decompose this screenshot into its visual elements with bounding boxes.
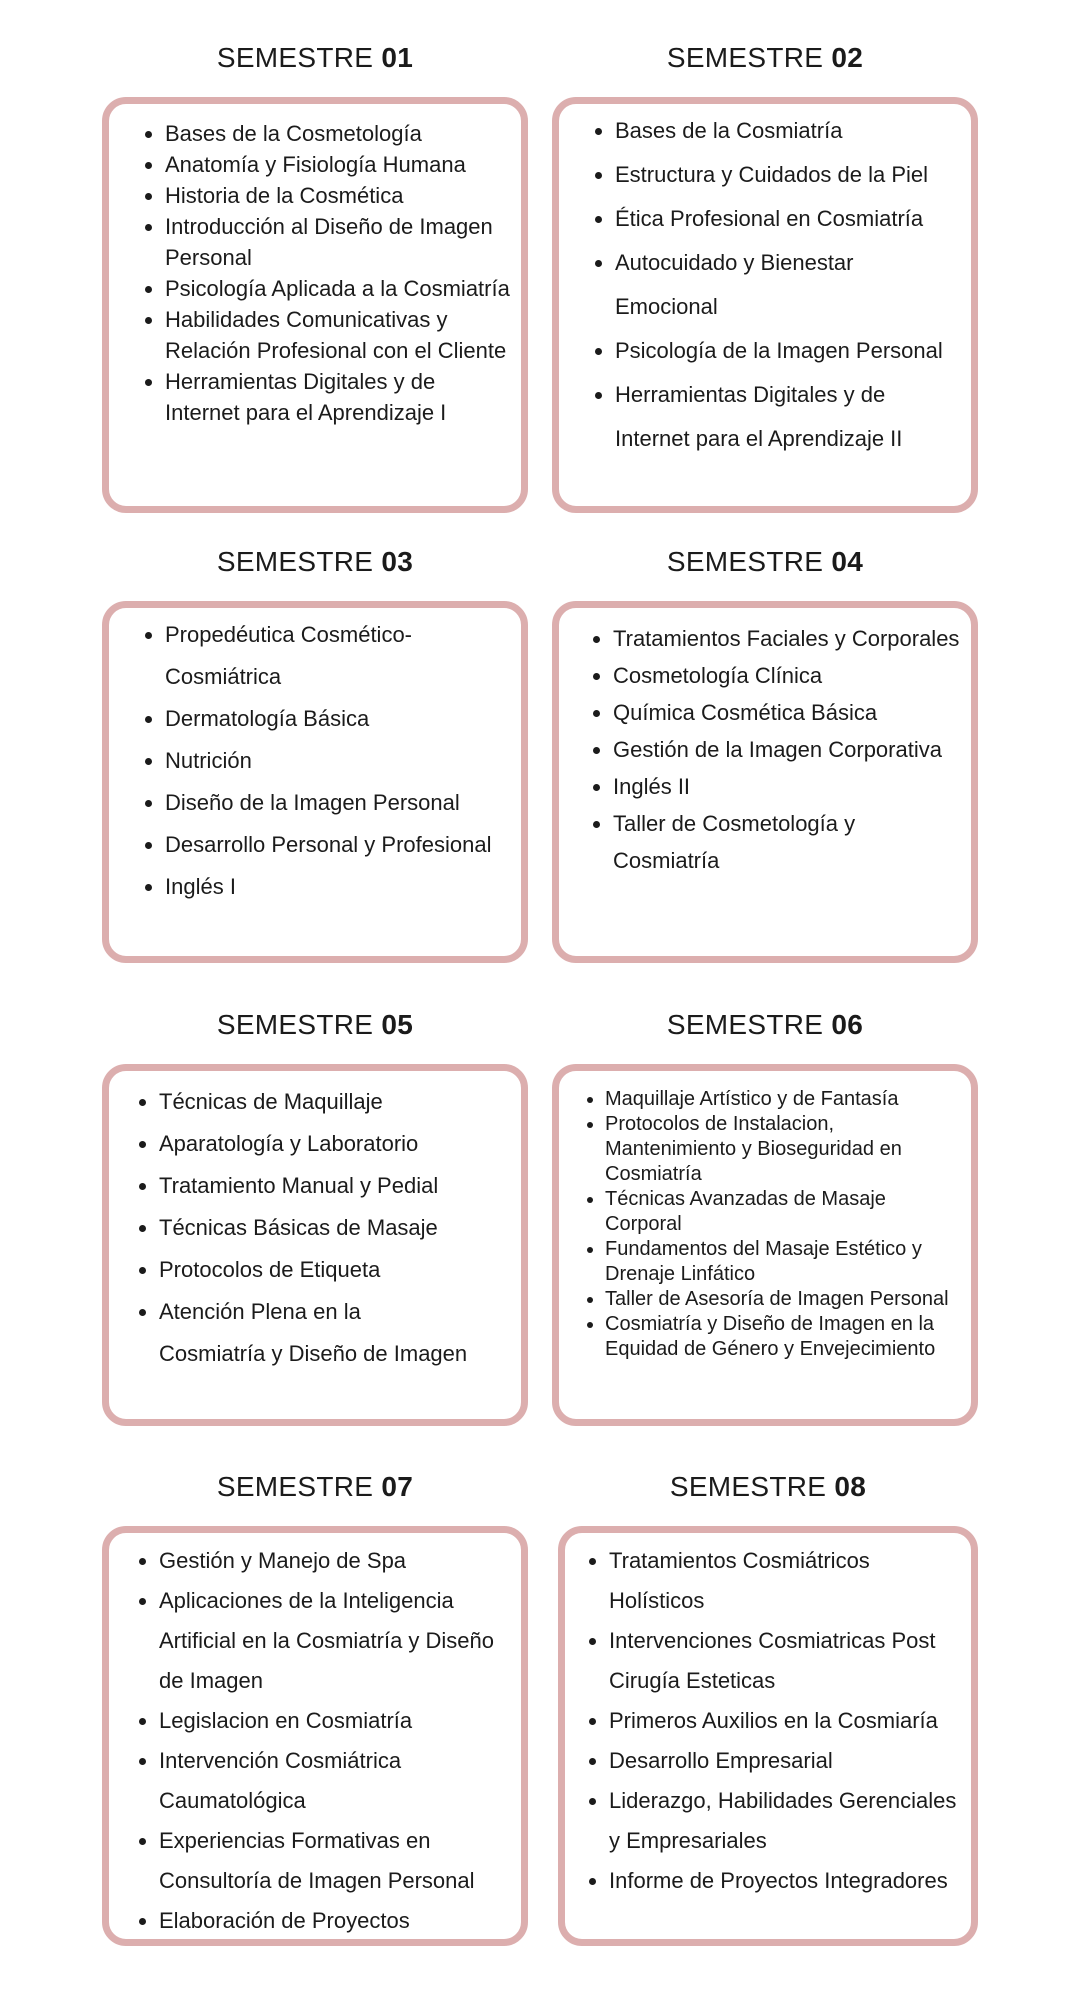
semester-number: 07 [381,1471,414,1502]
semester-title [558,1471,978,1503]
list-item: • Historia de la Cosmética [165,180,511,211]
semester-label: SEMESTRE [666,1009,824,1040]
semester-label: SEMESTRE [216,546,374,577]
list-item: • Fundamentos del Masaje Estético y Drenaje Linfático [605,1237,961,1287]
list-item: • Nutrición [165,740,511,782]
semester-title [102,1471,528,1503]
list-item: • Técnicas Básicas de Masaje [159,1207,511,1249]
subject-box [102,601,528,963]
list-item: • Ética Profesional en Cosmiatría [615,197,961,241]
subject-list [109,614,521,908]
list-item: • Propedéutica Cosmético-Cosmiátrica [165,614,511,698]
subject-list [109,1081,521,1375]
subject-box [102,1526,528,1946]
list-item: • Maquillaje Artístico y de Fantasía [605,1087,961,1112]
list-item: • Gestión de la Imagen Corporativa [613,731,961,768]
list-item: • Técnicas Avanzadas de Masaje Corporal [605,1187,961,1237]
list-item: • Protocolos de Instalacion, Mantenimiento y Bioseguridad en Cosmiatría [605,1112,961,1187]
semester-title [552,42,978,74]
semester-number: 08 [834,1471,867,1502]
subject-box [552,97,978,513]
semester-label: SEMESTRE [666,42,824,73]
semester-label: SEMESTRE [216,1009,374,1040]
list-item: • Inglés I [165,866,511,908]
list-item: • Psicología de la Imagen Personal [615,329,961,373]
list-item: • Psicología Aplicada a la Cosmiatría [165,273,511,304]
list-item: • Bases de la Cosmiatría [615,109,961,153]
list-item: • Experiencias Formativas en Consultoría de Imagen Personal [159,1821,511,1901]
list-item: • Protocolos de Etiqueta [159,1249,511,1291]
list-item: • Primeros Auxilios en la Cosmiaría [609,1701,961,1741]
list-item: • Elaboración de Proyectos [159,1901,511,1941]
list-item: • Legislacion en Cosmiatría [159,1701,511,1741]
list-item: • Autocuidado y Bienestar Emocional [615,241,961,329]
semester-number: 01 [381,42,414,73]
list-item: • Intervenciones Cosmiatricas Post Cirugía Esteticas [609,1621,961,1701]
subject-list [559,109,971,461]
list-item: • Cosmiatría y Diseño de Imagen en la Equidad de Género y Envejecimiento [605,1312,961,1362]
list-item: • Inglés II [613,768,961,805]
list-item: • Dermatología Básica [165,698,511,740]
list-item: • Gestión y Manejo de Spa [159,1541,511,1581]
list-item: • Técnicas de Maquillaje [159,1081,511,1123]
semester-label: SEMESTRE [216,42,374,73]
subject-list [109,1541,521,1941]
semester-number: 05 [381,1009,414,1040]
semester-number: 04 [831,546,864,577]
list-item: • Habilidades Comunicativas y Relación Profesional con el Cliente [165,304,511,366]
semester-number: 03 [381,546,414,577]
list-item: • Intervención Cosmiátrica Caumatológica [159,1741,511,1821]
list-item: • Química Cosmética Básica [613,694,961,731]
list-item: • Tratamiento Manual y Pedial [159,1165,511,1207]
list-item: • Herramientas Digitales y de Internet para el Aprendizaje II [615,373,961,461]
semester-label: SEMESTRE [669,1471,827,1502]
semester-title [552,1009,978,1041]
list-item: • Estructura y Cuidados de la Piel [615,153,961,197]
list-item: • Desarrollo Empresarial [609,1741,961,1781]
subject-box [552,601,978,963]
semester-label: SEMESTRE [216,1471,374,1502]
list-item: • Desarrollo Personal y Profesional [165,824,511,866]
subject-box [102,1064,528,1426]
list-item: • Tratamientos Cosmiátricos Holísticos [609,1541,961,1621]
semester-title [102,546,528,578]
list-item: • Bases de la Cosmetología [165,118,511,149]
semester-number: 06 [831,1009,864,1040]
list-item: • Anatomía y Fisiología Humana [165,149,511,180]
semester-number: 02 [831,42,864,73]
subject-box [102,97,528,513]
list-item: • Taller de Asesoría de Imagen Personal [605,1287,961,1312]
semester-label: SEMESTRE [666,546,824,577]
semester-title [552,546,978,578]
list-item: • Atención Plena en la Cosmiatría y Diseño de Imagen [159,1291,511,1375]
list-item: • Informe de Proyectos Integradores [609,1861,961,1901]
list-item: • Aplicaciones de la Inteligencia Artificial en la Cosmiatría y Diseño de Imagen [159,1581,511,1701]
subject-list [109,118,521,428]
subject-box [558,1526,978,1946]
subject-box [552,1064,978,1426]
list-item: • Aparatología y Laboratorio [159,1123,511,1165]
list-item: • Herramientas Digitales y de Internet para el Aprendizaje I [165,366,511,428]
subject-list [559,620,971,879]
semester-title [102,1009,528,1041]
list-item: • Taller de Cosmetología y Cosmiatría [613,805,961,879]
list-item: • Cosmetología Clínica [613,657,961,694]
subject-list [565,1541,971,1901]
list-item: • Tratamientos Faciales y Corporales [613,620,961,657]
semester-title [102,42,528,74]
subject-list [559,1087,971,1362]
list-item: • Diseño de la Imagen Personal [165,782,511,824]
list-item: • Introducción al Diseño de Imagen Personal [165,211,511,273]
list-item: • Liderazgo, Habilidades Gerenciales y Empresariales [609,1781,961,1861]
